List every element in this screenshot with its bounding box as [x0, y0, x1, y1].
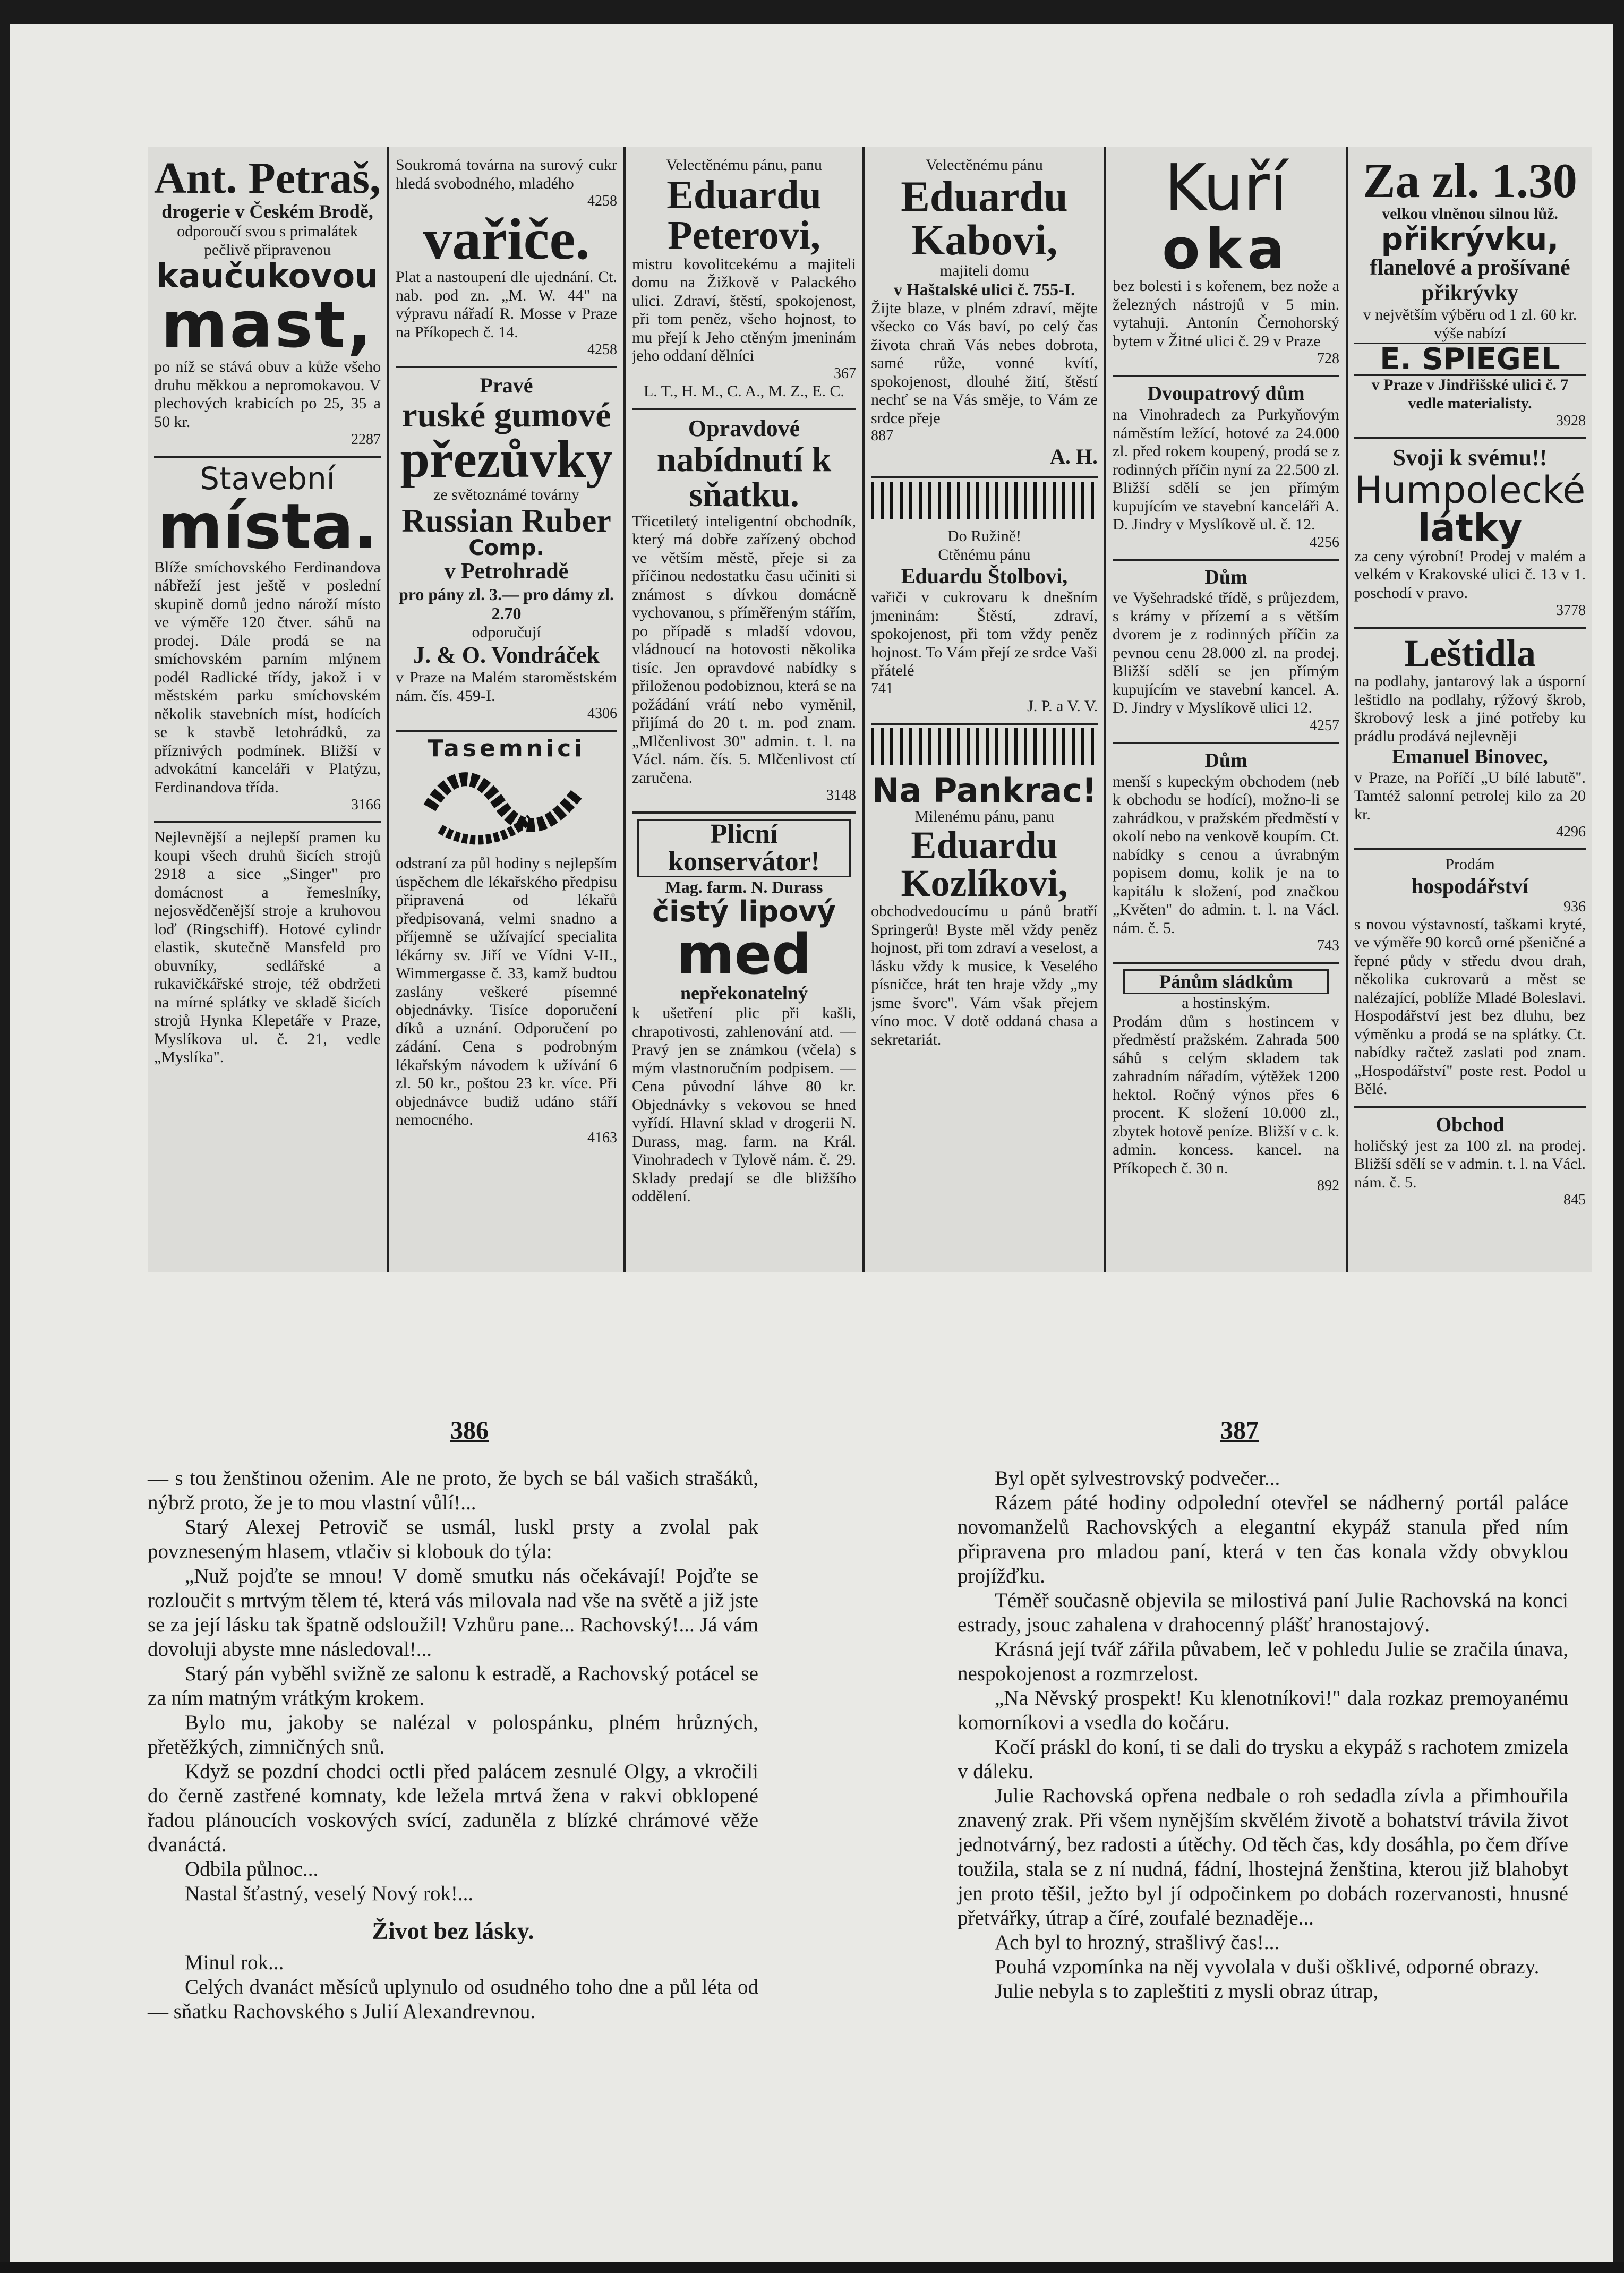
- ad-varice: [396, 151, 617, 368]
- ad-petras: [154, 151, 381, 458]
- ad-text: Nejlevnější a nejlepší pramen ku koupi všech druhů šicích strojů 2918 a sice „Singer" pro domácnost a řemeslníky, nejosvědčenější stroje a kruhovou loď (Ringschiff). Hotové cylindr elastik, skutečně Mansfeld pro obuvníky, sedlářské a rukavičkářské stroje, též obdržeti na mírné splátky ve skladě šicích strojů Hynka Klepetáře v Praze, Myslíkova ul. č. 21, vedle „Myslíka".: [154, 828, 381, 1066]
- ad-heading: nabídnutí k sňatku.: [656, 440, 832, 514]
- tapeworm-illustration-icon: [419, 765, 594, 850]
- ad-heading: Eduardu Kozlíkovi,: [901, 824, 1068, 905]
- ad-number: 892: [1317, 1177, 1339, 1194]
- story-paragraph: Když se pozdní chodci octli před palácem zesnulé Olgy, a vkročili do černě zastřené komnaty, kde ležela mrtvá žena v rakvi obklopené řadou plánoucích voskových svící, zaduněla z blízké chrámové věže dvanáctá.: [148, 1760, 758, 1856]
- ad-heading: Plicní konservátor!: [637, 819, 851, 877]
- ad-heading: Dům: [1204, 749, 1247, 772]
- story-paragraph: Krásná její tvář zářila půvabem, leč v pohledu Julie se zračila únava, nespokojenost a rozmrzelost.: [958, 1638, 1568, 1685]
- story-paragraph: Kočí práskl do koní, ti se dali do trysku a ekypáž s rachotem zmizela v dáleku.: [958, 1736, 1568, 1783]
- ad-text: na podlahy, jantarový lak a úsporní leštidlo na podlahy, rýžový škrob, škrobový lesk a jiné potřeby ku prádlu prodává nejlevněji: [1354, 672, 1586, 745]
- ornament-band: [871, 728, 1098, 765]
- ad-text: velkou vlněnou silnou lůž.: [1382, 205, 1558, 223]
- ad-number: 3148: [826, 787, 856, 804]
- ad-heading: ruské gumové: [401, 396, 611, 434]
- ad-heading: Ant. Petraš,: [154, 153, 381, 203]
- scan-edge: [0, 2262, 1624, 2273]
- ad-brand: Comp.: [468, 535, 544, 560]
- ad-text: za ceny výrobní! Prodej v malém a velkém v Krakovské ulici č. 13 v 1. poschodí v pravo.: [1354, 547, 1586, 602]
- ad-column-4: [865, 147, 1106, 1272]
- ad-text: po níž se stává obuv a kůže všeho druhu měkkou a nepromokavou. V plechových krabicích po 25, 35 a 50 kr.: [154, 358, 381, 431]
- ad-number: 367: [834, 365, 856, 382]
- ad-column-6: [1348, 147, 1592, 1272]
- ad-heading: Svoji k svému!!: [1392, 445, 1548, 471]
- ad-text: odstraní za půl hodiny s nejlepším úspěchem dle lékařského předpisu připravená od lékařů předpisovaná, velmi snadno a příjemně se užívající specialita lékárny sv. Jiří ve Vídni V-II., Wimmergasse č. 33, kamž budtou zaslány veškeré písemné objednávky. Tisíce doporučení díků a uznání. Odporučení po zádání. Cena s podrobným lékařským návodem k užívání 6 zl. 50 kr., poštou 23 kr. více. Při objednávce budiž udáno stáří nemocného.: [396, 854, 617, 1129]
- ad-heading: mast,: [161, 288, 374, 362]
- ad-text: v největším výběru od 1 zl. 60 kr. výše nabízí: [1363, 306, 1577, 342]
- story-paragraph: Bylo mu, jakoby se nalézal v polospánku, plném hrůzných, přetěžkých, zimničných snů.: [148, 1711, 758, 1758]
- ad-heading: oka: [1162, 217, 1290, 282]
- ad-number: 845: [1563, 1192, 1586, 1209]
- ornament-band: [871, 482, 1098, 519]
- ad-heading: Pánům sládkům: [1123, 969, 1329, 994]
- ad-number: 728: [1317, 351, 1339, 368]
- ad-heading: Leštidla: [1404, 632, 1536, 675]
- ad-number: 4306: [587, 705, 617, 722]
- ad-heading: místa.: [157, 490, 378, 563]
- ad-heading: Za zl. 1.30: [1363, 153, 1577, 208]
- advertisement-block: [148, 147, 1592, 1272]
- story-paragraph: „Nuž pojďte se mnou! V domě smutku nás očekávají! Pojďte se rozloučit s mrtvým tělem té, která vás milovala nad vše na světě a již jste se za její lásku tak špatně odsloužil! Vzhůru pane... Rachovský!... Já vám dovoluji abyste mne následoval!...: [148, 1565, 758, 1661]
- story-paragraph: Starý Alexej Petrovič se usmál, luskl prsty a zvolal pak povzneseným hlasem, vtlačiv si klobouk do týla:: [148, 1516, 758, 1563]
- ad-dum-vysehrad: [1113, 561, 1339, 744]
- ad-heading: přikrývku,: [1381, 220, 1559, 257]
- ad-text: mistru kovolitcekému a majiteli domu na Žižkově v Palackého ulici. Zdraví, štěstí, spokojenost, při tom peněz, všeho hojnost, to mu přejí k Jeho ctěným jmeninám jeho oddaní dělníci: [632, 255, 856, 364]
- ad-stavebni-mista: [154, 458, 381, 823]
- ad-text: v Praze v Jindřišské ulici č. 7 vedle materialisty.: [1371, 376, 1569, 412]
- ad-humpolecke-latky: [1354, 439, 1586, 629]
- ad-kuri-oka: [1113, 151, 1339, 377]
- ad-place: v Petrohradě: [444, 559, 569, 584]
- ad-subheading: Mag. farm. N. Durass: [665, 877, 823, 897]
- ad-text: Blíže smíchovského Ferdinandova nábřeží jest ještě v poslední skupině domů jedno nároží místo ve výměře 120 čtver. sáhů na prodej. Dále prodá se na smíchovském parním mlýnem podél Radlické třídy, jakož i v městském parku smíchovském několik stavebních míst, hodících se k stavbě letohrádků, za příznivých podmínek. Bližší v advokátní kanceláři v Platýzu, Ferdinandova třída.: [154, 558, 381, 796]
- story-paragraph: Odbila půlnoc...: [185, 1858, 319, 1881]
- story-paragraph: „Na Něvský prospekt! Ku klenotníkovi!" dala rozkaz premoyanému komorníkovi a vsedla do kočáru.: [958, 1687, 1568, 1734]
- ad-column-3: [626, 147, 865, 1272]
- ad-firm: Emanuel Binovec,: [1392, 746, 1548, 768]
- story-paragraph: Byl opět sylvestrovský podvečer...: [995, 1467, 1280, 1490]
- ad-ruske-prezuvky: [396, 368, 617, 732]
- ad-subheading: majiteli domu: [939, 261, 1029, 279]
- ad-text: s novou výstavností, taškami kryté, ve výměře 90 korců orné pšeničné a řepné půdy v středu dvou drah, několika cukrovarů a měst se nalézající, poblíže Mladé Boleslavi. Hospodářství jest bez dluhu, bez výměnku a prodá se na splátky. Ct. nabídky račtež zaslati pod znam. „Hospodářství" poste rest. Podol u Bělé.: [1354, 915, 1586, 1098]
- ad-heading: Opravdové: [688, 415, 800, 441]
- ad-heading: Obchod: [1435, 1113, 1505, 1136]
- ad-number: 741: [871, 680, 893, 697]
- story-paragraph: Julie Rachovská opřena nedbale o roh sedadla zívla a přimhouřila znavený zrak. Při všem nynějším skvělém životě a bohatství trávila život jednotvárný, bez radosti a útěchy. Od těch čas, kdy dosáhla, po čem dříve toužila, stala se z ní nudná, fádní, lhostejná ženština, kterou již blahobyt jen proto těšil, ježto byl jí odpočinkem po dobách rozervanosti, hnusné přetvářky, útrap a číré, zoufalé beznaděje...: [958, 1784, 1568, 1929]
- story-paragraph: Starý pán vyběhl svižně ze salonu k estradě, a Rachovský potácel se za ním matným vrátkým krokem.: [148, 1662, 758, 1710]
- ad-subheading: nepřekonatelný: [680, 982, 808, 1004]
- ad-number: 3928: [1556, 413, 1586, 430]
- ad-heading: Eduardu Štolbovi,: [901, 564, 1068, 588]
- ad-heading: kaučukovou: [156, 257, 379, 296]
- ad-sladkum: [1113, 964, 1339, 1202]
- ad-lestidla: [1354, 629, 1586, 850]
- ad-heading: čistý lipový: [652, 894, 836, 928]
- ad-heading: hospodářství: [1411, 874, 1529, 898]
- ad-greeting: Ctěnému pánu: [938, 545, 1031, 563]
- page-number-right: 387: [1220, 1416, 1259, 1445]
- ad-heading: Dům: [1204, 566, 1247, 588]
- ad-text: odporoučí svou s primalátek pečlivě připravenou: [177, 223, 358, 259]
- ad-subheading: drogerie v Českém Brodě,: [161, 201, 373, 222]
- ad-subheading: a hostinským.: [1182, 994, 1270, 1012]
- story-paragraph: Minul rok...: [185, 1951, 284, 1974]
- ad-greeting: Velectěnému pánu, panu: [665, 156, 823, 174]
- ad-text: Soukromá továrna na surový cukr hledá svobodného, mladého: [396, 156, 617, 192]
- ad-heading: vařiče.: [423, 207, 590, 271]
- ad-obchod: [1354, 1108, 1586, 1216]
- ad-peterovi: [632, 151, 856, 410]
- ad-text: ve Vyšehradské třídě, s průjezdem, s krámy v přízemí a s větším dvorem je z rodinných příčin za pevnou cenu 28.000 zl. na prodej. Bližší sdělí se jen přímým kupujícím ve stavební kancel. A. D. Jindry v Myslíkově ulici 12.: [1113, 589, 1339, 717]
- story-paragraph: Pouhá vzpomínka na něj vyvolala v duši ošklivé, odporné obrazy.: [995, 1955, 1540, 1978]
- ad-text: ze světoznámé továrny: [433, 486, 579, 503]
- ad-dvoupatrovy-dum: [1113, 377, 1339, 560]
- ad-heading: látky: [1417, 506, 1523, 550]
- ad-address: v Haštalské ulici č. 755-I.: [893, 280, 1075, 299]
- ad-text: k ušetření plic při kašli, chrapotivosti, zahlenování atd. — Pravý jen se známkou (včela) s mým vlastnoručním podpisem. — Cena původní láhve 80 kr. Objednávky s vekovou se hned vyřídí. Hlavní sklad v drogerii N. Durass, mag. farm. na Král. Vinohradech v Tylově nám. č. 29. Sklady predají se dle bližšího oddělení.: [632, 1004, 856, 1206]
- ad-text: v Praze, na Poříčí „U bílé labutě". Tamtéž salonní petrolej kilo za 20 kr.: [1354, 768, 1586, 823]
- story-paragraph: Nastal šťastný, veselý Nový rok!...: [185, 1882, 474, 1905]
- story-paragraph: Julie nebyla s to zapleštiti z mysli obraz útrap,: [995, 1980, 1379, 2003]
- ad-text: menší s kupeckým obchodem (neb k obchodu se hodící), možno-li se zahrádkou, v pražském předměstí v okolí nebo na venkově koupím. Ct. nabídky s cenou a úvrabným popisem domu, kolik je na to kapitálu k složení, pod značkou „Květen" do admin. t. l. na Václ. nám. č. 5.: [1113, 772, 1339, 937]
- newspaper-page: [10, 24, 1613, 2263]
- ad-prices: pro pány zl. 3.— pro dámy zl. 2.70: [398, 584, 614, 623]
- ad-brand: Russian Ruber: [401, 502, 611, 539]
- ad-heading: Kuří: [1164, 151, 1288, 225]
- ad-subheading: Prodám: [1445, 856, 1495, 874]
- story-paragraph: Rázem páté hodiny odpolední otevřel se nádherný portál paláce novomanželů Rachovských a elegantní ekypáž stanula před ním připravena pro mladou paní, která v ten čas konala vždy obvyklou projížďku.: [958, 1491, 1568, 1587]
- ad-number: 4258: [587, 193, 617, 209]
- ad-heading: Dvoupatrový dům: [1147, 382, 1305, 405]
- ad-stolbovi: [871, 522, 1098, 725]
- ad-tasemnici: [396, 732, 617, 1153]
- ad-text: obchodvedoucímu u pánů bratří Springerů! Byste měl vždy peněz hojnost, při tom zdraví a veselost, a lásku vždy k musice, k Veselého písničce, hrát ten hraje vždy „my jsme švorc". Vám však přejem víno moc. V dotě oddaná chasa a sekretariát.: [871, 902, 1098, 1048]
- ad-heading: Na Pankrac!: [871, 771, 1097, 810]
- story-paragraph: Ach byl to hrozný, strašlivý čas!...: [995, 1931, 1280, 1954]
- story-paragraph: Celých dvanáct měsíců uplynulo od osudného toho dne a půl léta od — sňatku Rachovského s Julií Alexandrevnou.: [148, 1976, 758, 2023]
- ad-heading: Stavební: [200, 460, 335, 497]
- ad-kabovi: [871, 151, 1098, 478]
- ad-signature: J. P. a V. V.: [1027, 697, 1098, 715]
- ad-kozlikovi: [871, 768, 1098, 1056]
- ad-firm: E. SPIEGEL: [1354, 343, 1586, 376]
- ad-number: 4258: [587, 341, 617, 358]
- ad-text: Žijte blaze, v plném zdraví, mějte všecko co Vás baví, po celý čas života chraň Vás nebes dobrota, samé růže, vonné kvítí, spokojenost, dlouhé žití, štěstí nechť se na Vás směje, to Vám ze srdce přeje: [871, 299, 1098, 427]
- ad-med: [632, 814, 856, 1214]
- ad-signature: A. H.: [1050, 445, 1098, 469]
- ad-number: 887: [871, 428, 893, 445]
- ad-text: vařiči v cukrovaru k dnešním jmeninám: Štěstí, zdraví, spokojenost, při tom vždy peněz hojnost. To Vám přejí ze srdce Vaši přátelé: [871, 588, 1098, 680]
- chapter-heading: Život bez lásky.: [372, 1917, 534, 1944]
- ad-number: 4163: [587, 1129, 617, 1146]
- ad-number: 4257: [1310, 717, 1339, 734]
- ad-firm: J. & O. Vondráček: [413, 642, 600, 668]
- ad-prikryvky: [1354, 151, 1586, 439]
- ad-text: na Vinohradech za Purkyňovým náměstím ležící, hotové za 24.000 zl. před rokem koupený, prodá se z rodinných příčin nyní za 22.500 zl. Bližší sdělí se jen přímým kupujícím ve stavební kanceláři A. D. Jindry v Myslíkově ul. č. 12.: [1113, 406, 1339, 534]
- ad-heading: med: [677, 921, 811, 987]
- story-paragraph: — s tou ženštinou oženim. Ale ne proto, že bych se bál vašich strašáků, nýbrž proto, že je to mou vlastní vůlí!...: [148, 1467, 758, 1514]
- ad-heading: Eduardu Kabovi,: [901, 172, 1068, 264]
- ad-dum-kupecky: [1113, 744, 1339, 964]
- ad-text: Třicetiletý inteligentní obchodník, který má dobře zařízený obchod ve větším městě, přeje si za příčinou nedostatku času učiniti si známost s dívkou domácně vychovanou, s příměřeným stářím, po případě s mladší vdovou, vládnoucí na hotovosti několika tisíc. Jen opravdové nabídky s přiloženou podobiznou, která se na požádání vrátí nebo vyměnil, přijímá do 20 t. m. pod znam. „Mlčenlivost 30" admin. t. l. na Václ. nám. čís. 5. Mlčenlivost ctí zaručena.: [632, 512, 856, 787]
- story-paragraph: Téměř současně objevila se milostivá paní Julie Rachovská na konci estrady, jsouc zahalena v drahocenný plášť hranostajový.: [958, 1589, 1568, 1636]
- ad-number: 4256: [1310, 534, 1339, 551]
- ad-number: 2287: [351, 431, 381, 448]
- ad-signature: L. T., H. M., C. A., M. Z., E. C.: [643, 382, 845, 400]
- ad-text: Prodám dům s hostincem v předměstí pražském. Zahrada 500 sáhů s celým skladem tak zahradním nářadím, výtěžek 1200 hektol. Ročný výnos přes 6 procent. K složení 10.000 zl., zbytek hotově peníze. Bližší v c. k. admin. koncess. kancel. na Příkopech č. 30 n.: [1113, 1012, 1339, 1177]
- ad-sici-stroje: [154, 823, 381, 1074]
- story-column-right: [958, 1466, 1568, 2004]
- ad-number: 4296: [1556, 824, 1586, 841]
- ad-hospodarstvi: [1354, 850, 1586, 1108]
- ad-number: 3166: [351, 797, 381, 814]
- ad-greeting: Do Ružině!: [947, 527, 1022, 545]
- story-column-left: [148, 1466, 758, 2024]
- ad-heading: Pravé: [480, 373, 533, 397]
- ad-greeting: Milenému pánu, panu: [914, 807, 1054, 825]
- ad-text: bez bolesti i s kořenem, bez nože a železných nástrojů v 5 min. vytahuji. Antonín Černohorský bytem v Žitné ulici č. 29 v Praze: [1113, 277, 1339, 350]
- ad-greeting: Velectěnému pánu: [926, 156, 1043, 174]
- ad-heading: Humpolecké: [1354, 468, 1586, 512]
- ad-text: v Praze na Malém staroměstském nám. čís. 459-I.: [396, 669, 617, 705]
- ad-heading: přezůvky: [400, 430, 613, 489]
- ad-text: Plat a nastoupení dle ujednání. Ct. nab. pod zn. „M. W. 44" na výpravu nářadí R. Mosse v Praze na Příkopech č. 14.: [396, 268, 617, 341]
- ad-text: holičský jest za 100 zl. na prodej. Bližší sdělí se v admin. t. l. na Václ. nám. č. 5.: [1354, 1136, 1586, 1191]
- ad-number: 3778: [1556, 602, 1586, 619]
- ad-number: 936: [1563, 898, 1586, 915]
- ad-column-2: [389, 147, 626, 1272]
- ad-column-1: [148, 147, 389, 1272]
- ad-heading: Tasemnici: [427, 735, 586, 763]
- ad-subheading: flanelové a prošívané přikrývky: [1370, 255, 1570, 305]
- ad-number: 743: [1317, 937, 1339, 954]
- ad-text: odporučují: [472, 623, 541, 642]
- ad-column-5: [1106, 147, 1348, 1272]
- page-number-left: 386: [450, 1416, 489, 1445]
- ad-heading: Eduardu Peterovi,: [666, 172, 822, 258]
- ad-satek: [632, 410, 856, 814]
